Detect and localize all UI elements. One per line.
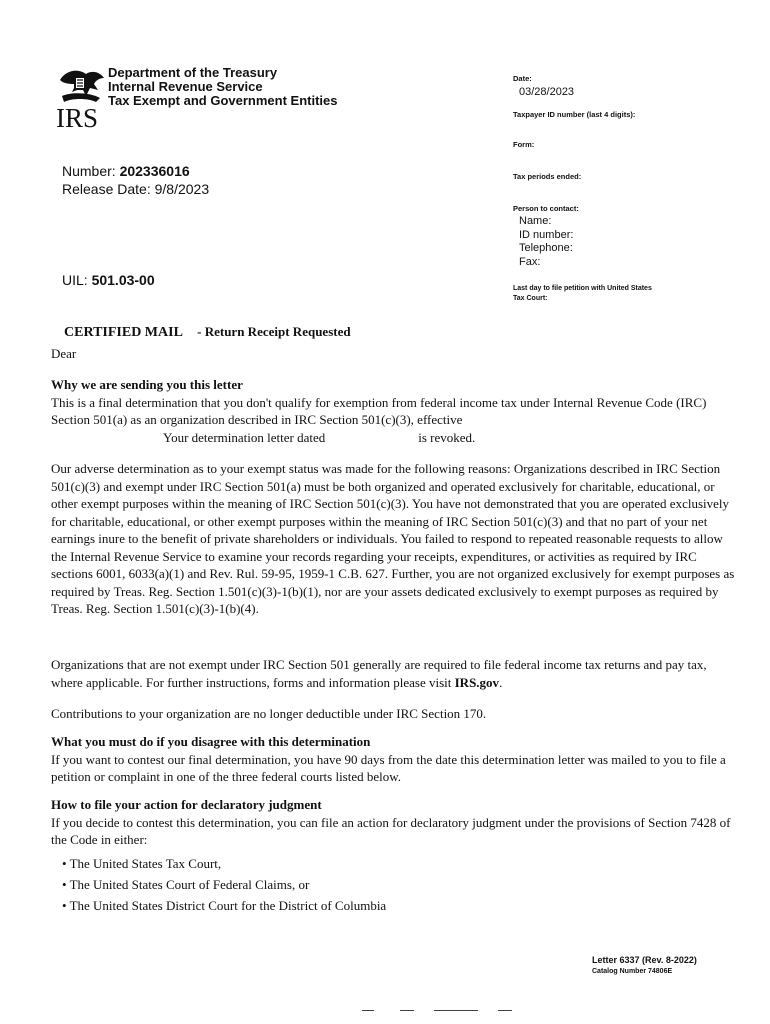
contact-fax: Fax: [519,255,541,268]
contact-block [519,215,573,269]
list-item: • The United States Tax Court, [62,856,222,871]
uil-line [62,271,155,289]
last-day-line-2: Tax Court: [513,295,548,302]
certified-mail: CERTIFIED MAIL [64,325,183,340]
scan-mark [498,1010,512,1011]
why-determination-dated: Your determination letter dated [163,429,326,445]
tax-periods-label: Tax periods ended: [513,172,582,181]
agency-block [108,66,337,108]
number-line [62,162,190,180]
agency-line-2: Internal Revenue Service [108,79,263,94]
contact-name: Name: [519,215,552,227]
logo-text: IRS [56,103,99,133]
disagree-paragraph: If you want to contest our final determination, you have 90 days from the date this determination letter was mailed to you to file a petition or complaint in one of the three federal courts listed below. [51,751,726,784]
person-to-contact-label: Person to contact: [513,204,579,213]
scan-mark [362,1010,374,1011]
why-section [51,376,741,446]
action-heading: How to file your action for declaratory judgment [51,797,322,812]
scan-mark [400,1010,414,1011]
list-item: • The United States District Court for the District of Columbia [62,898,387,913]
agency-line-3: Tax Exempt and Government Entities [108,93,338,108]
not-exempt-text: Organizations that are not exempt under IRC Section 501 generally are required to file federal income tax returns and pay tax, where applicable. For further instructions, forms and information please visit [51,657,707,690]
release-date-line [62,180,209,198]
action-section [51,796,741,849]
scan-mark [434,1010,478,1011]
salutation: Dear [51,346,77,361]
why-heading: Why we are sending you this letter [51,377,243,392]
catalog-number: Catalog Number 74806E [592,968,673,975]
number-label: Number: [62,163,116,179]
footer [592,955,697,977]
last-day-line-1: Last day to file petition with United States [513,285,652,292]
disagree-section [51,733,741,786]
not-exempt-end: . [499,674,503,690]
number-value: 202336016 [119,163,190,179]
irs-gov-link[interactable]: IRS.gov [454,674,500,690]
courts-list [62,853,386,916]
return-receipt: - Return Receipt Requested [197,324,351,339]
why-paragraph: This is a final determination that you don't qualify for exemption from federal income tax under Internal Revenue Code (IRC) Section 501(a) as an organization described in IRC Section 501(c)(3), effective [51,394,707,427]
uil-value: 501.03-00 [91,272,155,288]
disagree-heading: What you must do if you disagree with this determination [51,734,371,749]
reasons-paragraph: Our adverse determination as to your exempt status was made for the following reasons: Organizations described in IRC Section 501(c)(3) and exempt under IRC Section 501(a) must be both organized and operated exclusively for charitable, educational, or other exempt purposes within the meaning of IRC Section 501(c)(3). You have not demonstrated that you are operated exclusively for charitable, educational, or other exempt purposes within the meaning of IRC Section 501(c)(3) and that no part of your net earnings inure to the benefit of private shareholders or individuals. You failed to respond to repeated reasonable requests to allow the Internal Revenue Service to examine your records regarding your receipts, expenditures, or activities as required by IRC sections 6001, 6033(a)(1) and Rev. Rul. 59-95, 1959-1 C.B. 627. Further, you are not organized exclusively for exempt purposes as required by Treas. Reg. Section 1.501(c)(3)-1(b)(1), nor are your assets dedicated exclusively to exempt purposes as required by Treas. Reg. Section 1.501(c)(3)-1(b)(4). [51,461,735,616]
contact-id: ID number: [519,228,574,241]
why-revoked: is revoked. [418,429,476,445]
date-label: Date: [513,74,532,83]
irs-logo [56,66,106,134]
action-paragraph: If you decide to contest this determination, you can file an action for declaratory judgment under the provisions of Section 7428 of the Code in either: [51,814,731,847]
agency-line-1: Department of the Treasury [108,65,278,80]
release-label: Release Date: [62,181,151,197]
contact-telephone: Telephone: [519,242,573,254]
form-label: Form: [513,140,535,149]
letter-id: Letter 6337 (Rev. 8-2022) [592,955,697,965]
contributions-paragraph: Contributions to your organization are no longer deductible under IRC Section 170. [51,706,487,721]
certified-mail-line [64,324,351,341]
not-exempt-paragraph [51,656,741,691]
taxpayer-id-label: Taxpayer ID number (last 4 digits): [513,110,636,119]
list-item: • The United States Court of Federal Claims, or [62,877,310,892]
date-value: 03/28/2023 [519,86,575,98]
uil-label: UIL: [62,272,88,288]
release-value: 9/8/2023 [154,181,210,197]
